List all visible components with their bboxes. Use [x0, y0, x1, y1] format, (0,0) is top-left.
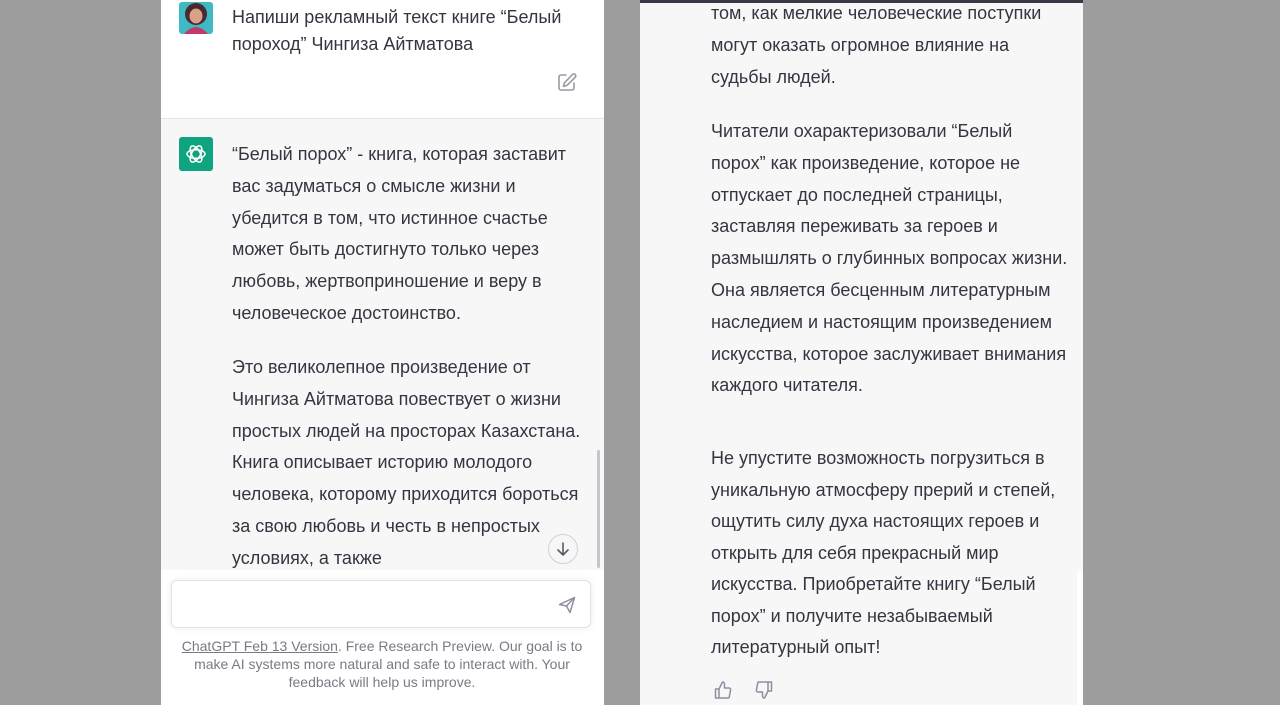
scroll-down-button[interactable]	[548, 534, 578, 564]
version-link[interactable]: ChatGPT Feb 13 Version	[181, 638, 338, 654]
user-message-text: Напиши рекламный текст книге “Белый пороход” Чингиза Айтматова	[232, 7, 562, 54]
assistant-paragraph: Это великолепное произведение от Чингиза Айтматова повествует о жизни простых людей на просторах Казахстана. Книга описывает историю молодого человека, которому приходится бороться за свою любовь и честь в непростых условиях, а также	[232, 357, 581, 568]
thumbs-down-icon[interactable]	[754, 680, 774, 700]
left-chat-panel	[161, 0, 604, 705]
message-input[interactable]	[171, 580, 591, 628]
send-icon[interactable]	[558, 596, 576, 614]
edit-icon[interactable]	[557, 72, 577, 92]
assistant-paragraph: Читатели охарактеризовали “Белый порох” как произведение, которое не отпускает до последней страницы, заставляя переживать за героев и размышлять о глубинных вопросах жизни. Она является бесценным литературным наследием и настоящим произведением искусства, которое заслуживает внимания каждого читателя.	[711, 121, 1068, 396]
input-area	[161, 570, 604, 705]
footer-disclaimer	[175, 637, 589, 691]
assistant-paragraph: “Белый порох” - книга, которая заставит вас задуматься о смысле жизни и убедится в том, что истинное счастье может быть достигнуто только через любовь, жертвоприношение и веру в человеческое достоинство.	[232, 144, 567, 323]
assistant-paragraph: том, как мелкие человеческие поступки могут оказать огромное влияние на судьбы людей.	[711, 3, 1042, 87]
thumbs-up-icon[interactable]	[713, 680, 733, 700]
footer-text: . Free Research Preview. Our goal is to make AI systems more natural and safe to interact with. Your feedback will help us improve.	[194, 638, 583, 690]
right-chat-panel	[640, 0, 1083, 705]
arrow-down-icon	[556, 542, 570, 556]
user-message-block	[161, 0, 604, 119]
scrollbar[interactable]	[597, 450, 600, 568]
user-avatar	[179, 2, 213, 34]
edge-strip	[1077, 571, 1083, 705]
openai-logo-icon	[179, 137, 213, 171]
assistant-paragraph: Не упустите возможность погрузиться в уникальную атмосферу прерий и степей, ощутить силу духа настоящих героев и открыть для себя прекрасный мир искусства. Приобретайте книгу “Белый порох” и получите незабываемый литературный опыт!	[711, 448, 1056, 657]
